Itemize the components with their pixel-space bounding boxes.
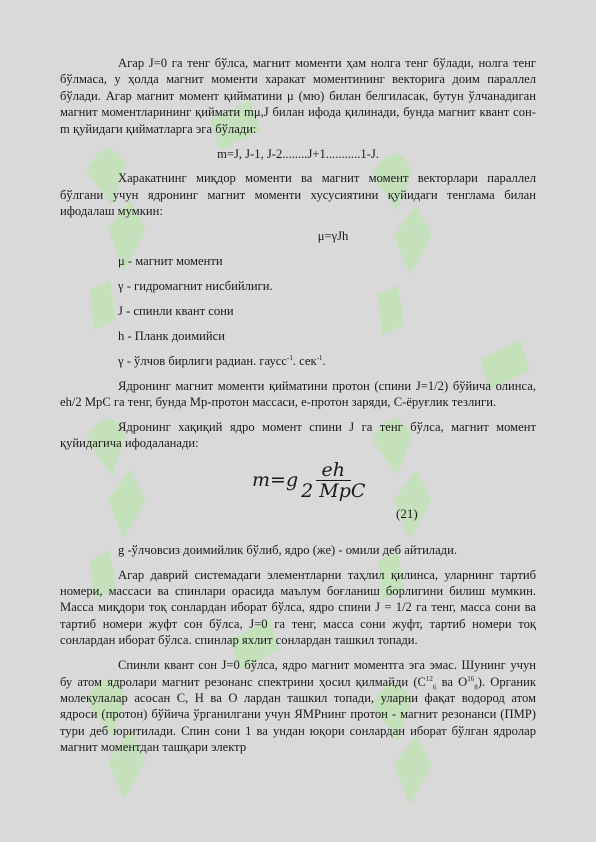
paragraph-4: Ядронинг хақиқий ядро момент спини J га тенг бўлса, магнит момент қуйидагича ифодаланади: [60,419,536,451]
paragraph-5: g -ўлчовсиз доимийлик бўлиб, ядро (же) - омили деб айтилади. [118,542,457,557]
definition-gamma: γ - гидромагнит нисбийлиги. [118,278,273,293]
formula-21-expression: m = g $\frac{eh}{\text{2 MpC}}$ [252,458,366,503]
paragraph-7: Спинли квант сон J=0 бўлса, ядро магнит моментга эга эмас. Шунинг учун бу атом ядролари магнит резонанс спектрини ҳосил қилмайди ($С^{12}_6$ ва $O^{16}_8$). Органик молекулалар асосан С, Н ва О лардан ташкил топади, уларни фақат водород атом ядроси (протон) бўйича ўрганилгани учун ЯМРнинг протон - магнит резонанси (ПМР) тури деб юритилади. Спин сони 1 ва ундан юқори сонлардан иборат бўлган ядролар магнит моментдан ташқари электр [60,658,536,755]
definition-gamma-units: γ - ўлчов бирлиги радиан. гаусс$^{-1}$. сек$^{-1}$. [118,353,326,368]
magnetic-moment-formula: μ=γJh [317,229,349,244]
document-page [60,55,536,756]
paragraph-2: Харакатнинг миқдор моменти ва магнит момент векторлари параллел бўлгани учун ядронинг магнит моменти хусусиятини қуйидаги тенглама билан ифодалаш мумкин: [60,171,536,219]
paragraph-3: Ядронинг магнит моменти қийматини протон (спини J=1/2) бўйича олинса, eh/2 MpC га тенг, бунда Мр-протон массаси, е-протон заряди, С-ёруғлик тезлиги. [60,378,536,409]
formula-21-fraction: $\frac{eh}{\text{2 MpC}}$ [301,458,366,503]
paragraph-6: Агар даврий системадаги элементларни таҳлил қилинса, уларнинг тартиб номери, массаси ва спинлари орасида маълум боғланиш борлигини билиш мумкин. Масса миқдори тоқ сонлардан иборат бўлса, ядро спини J = 1/2 га тенг, масса сони ва тартиб номери жуфт сон бўлса, J=0 га тенг, масса сони жуфт, тартиб номери тоқ сонлардан иборат бўлса. спинлар яхлит сонлардан ташкил топади. [60,567,536,648]
formula-21 [60,456,536,528]
definition-mu: μ - магнит моменти [118,254,223,269]
definition-j: J - спинли квант сони [118,303,234,318]
m-values-series: m=J, J-1, J-2........J+1...........1-J. [217,146,379,161]
paragraph-1: Агар J=0 га тенг бўлса, магнит моменти ҳам нолга тенг бўлади, нолга тенг бўлмаса, у ҳолда магнит моменти харакат моментининг векторига доим параллел бўлади. Агар магнит момент қийматини μ (мю) билан белгиласак, бутун ўлчанадиган магнит моментларининг қиймати mμ,J билан ифода қилинади, бунда магнит квант сон-m қуйидаги қийматларга эга бўлади: [60,56,536,136]
equation-number: (21) [396,505,418,521]
definition-h: h - Планк доимийси [118,328,225,343]
